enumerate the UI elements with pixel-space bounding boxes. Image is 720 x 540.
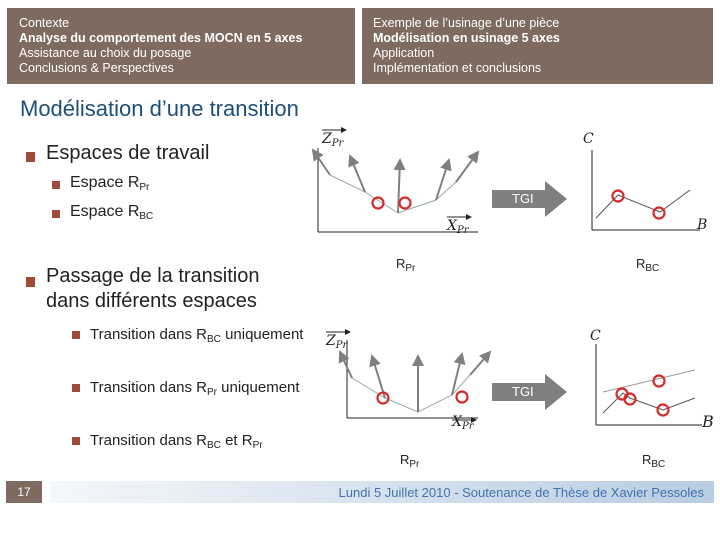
point-marker: [400, 198, 411, 209]
nav-item-assistance[interactable]: Assistance au choix du posage: [19, 46, 192, 60]
z-pr-label-bottom: $Z_{Pr}$: [326, 333, 348, 351]
rpr-label-top: $R_{Pr}$: [396, 256, 416, 274]
rpr-label-bottom: $R_{Pr}$: [400, 452, 420, 470]
bullet-espaces: Espaces de travail: [46, 142, 210, 164]
x-pr-label-bottom: $X_{Pr}$: [452, 414, 474, 432]
diagram-rbc-bottom: [596, 344, 702, 425]
c-label-bottom: C: [590, 328, 601, 344]
nav-item-exemple[interactable]: Exemple de l’usinage d’une pièce: [373, 16, 560, 30]
nav-item-analyse[interactable]: Analyse du comportement des MOCN en 5 axes: [19, 31, 303, 45]
diagram-rpr-bottom: [326, 332, 490, 420]
b-label-bottom: B: [702, 412, 714, 431]
page-title: Modélisation d’une transition: [20, 96, 299, 121]
tgi-label-bottom: TGI: [512, 384, 534, 399]
b-label-top: B: [697, 217, 708, 233]
bullet-passage: Passage de la transition dans différents espaces: [46, 265, 260, 312]
nav-item-implementation[interactable]: Implémentation et conclusions: [373, 61, 542, 75]
diagram-rbc-top: [592, 150, 700, 230]
point-marker: [654, 208, 665, 219]
footer-text: Lundi 5 Juillet 2010 - Soutenance de Thèse de Xavier Pessoles: [338, 485, 704, 500]
point-marker: [457, 392, 468, 403]
bullet-transition-pr: Transition dans $R_{Pr}$ uniquement: [90, 379, 300, 398]
nav-item-conclusions[interactable]: Conclusions & Perspectives: [19, 61, 174, 75]
c-label-top: C: [583, 131, 594, 147]
slide-number: 17: [6, 481, 42, 503]
point-marker: [613, 191, 624, 202]
bullet-transition-both: Transition dans $R_{BC}$ et $R_{Pr}$: [90, 432, 263, 451]
nav-item-contexte[interactable]: Contexte: [19, 16, 70, 30]
rbc-label-bottom: $R_{BC}$: [642, 452, 666, 470]
bullet-transition-bc: Transition dans $R_{BC}$ uniquement: [90, 326, 304, 345]
bullet-espace-bc: Espace $R_{BC}$: [70, 203, 154, 222]
point-marker: [654, 376, 665, 387]
nav-item-modelisation[interactable]: Modélisation en usinage 5 axes: [373, 31, 560, 45]
x-pr-label-top: $X_{Pr}$: [447, 218, 469, 236]
rbc-label-top: $R_{BC}$: [636, 256, 660, 274]
tgi-label-top: TGI: [512, 191, 534, 206]
bullet-espace-pr: Espace $R_{Pr}$: [70, 174, 150, 193]
nav-item-application[interactable]: Application: [373, 46, 435, 60]
z-pr-label-top: $Z_{Pr}$: [322, 131, 344, 149]
